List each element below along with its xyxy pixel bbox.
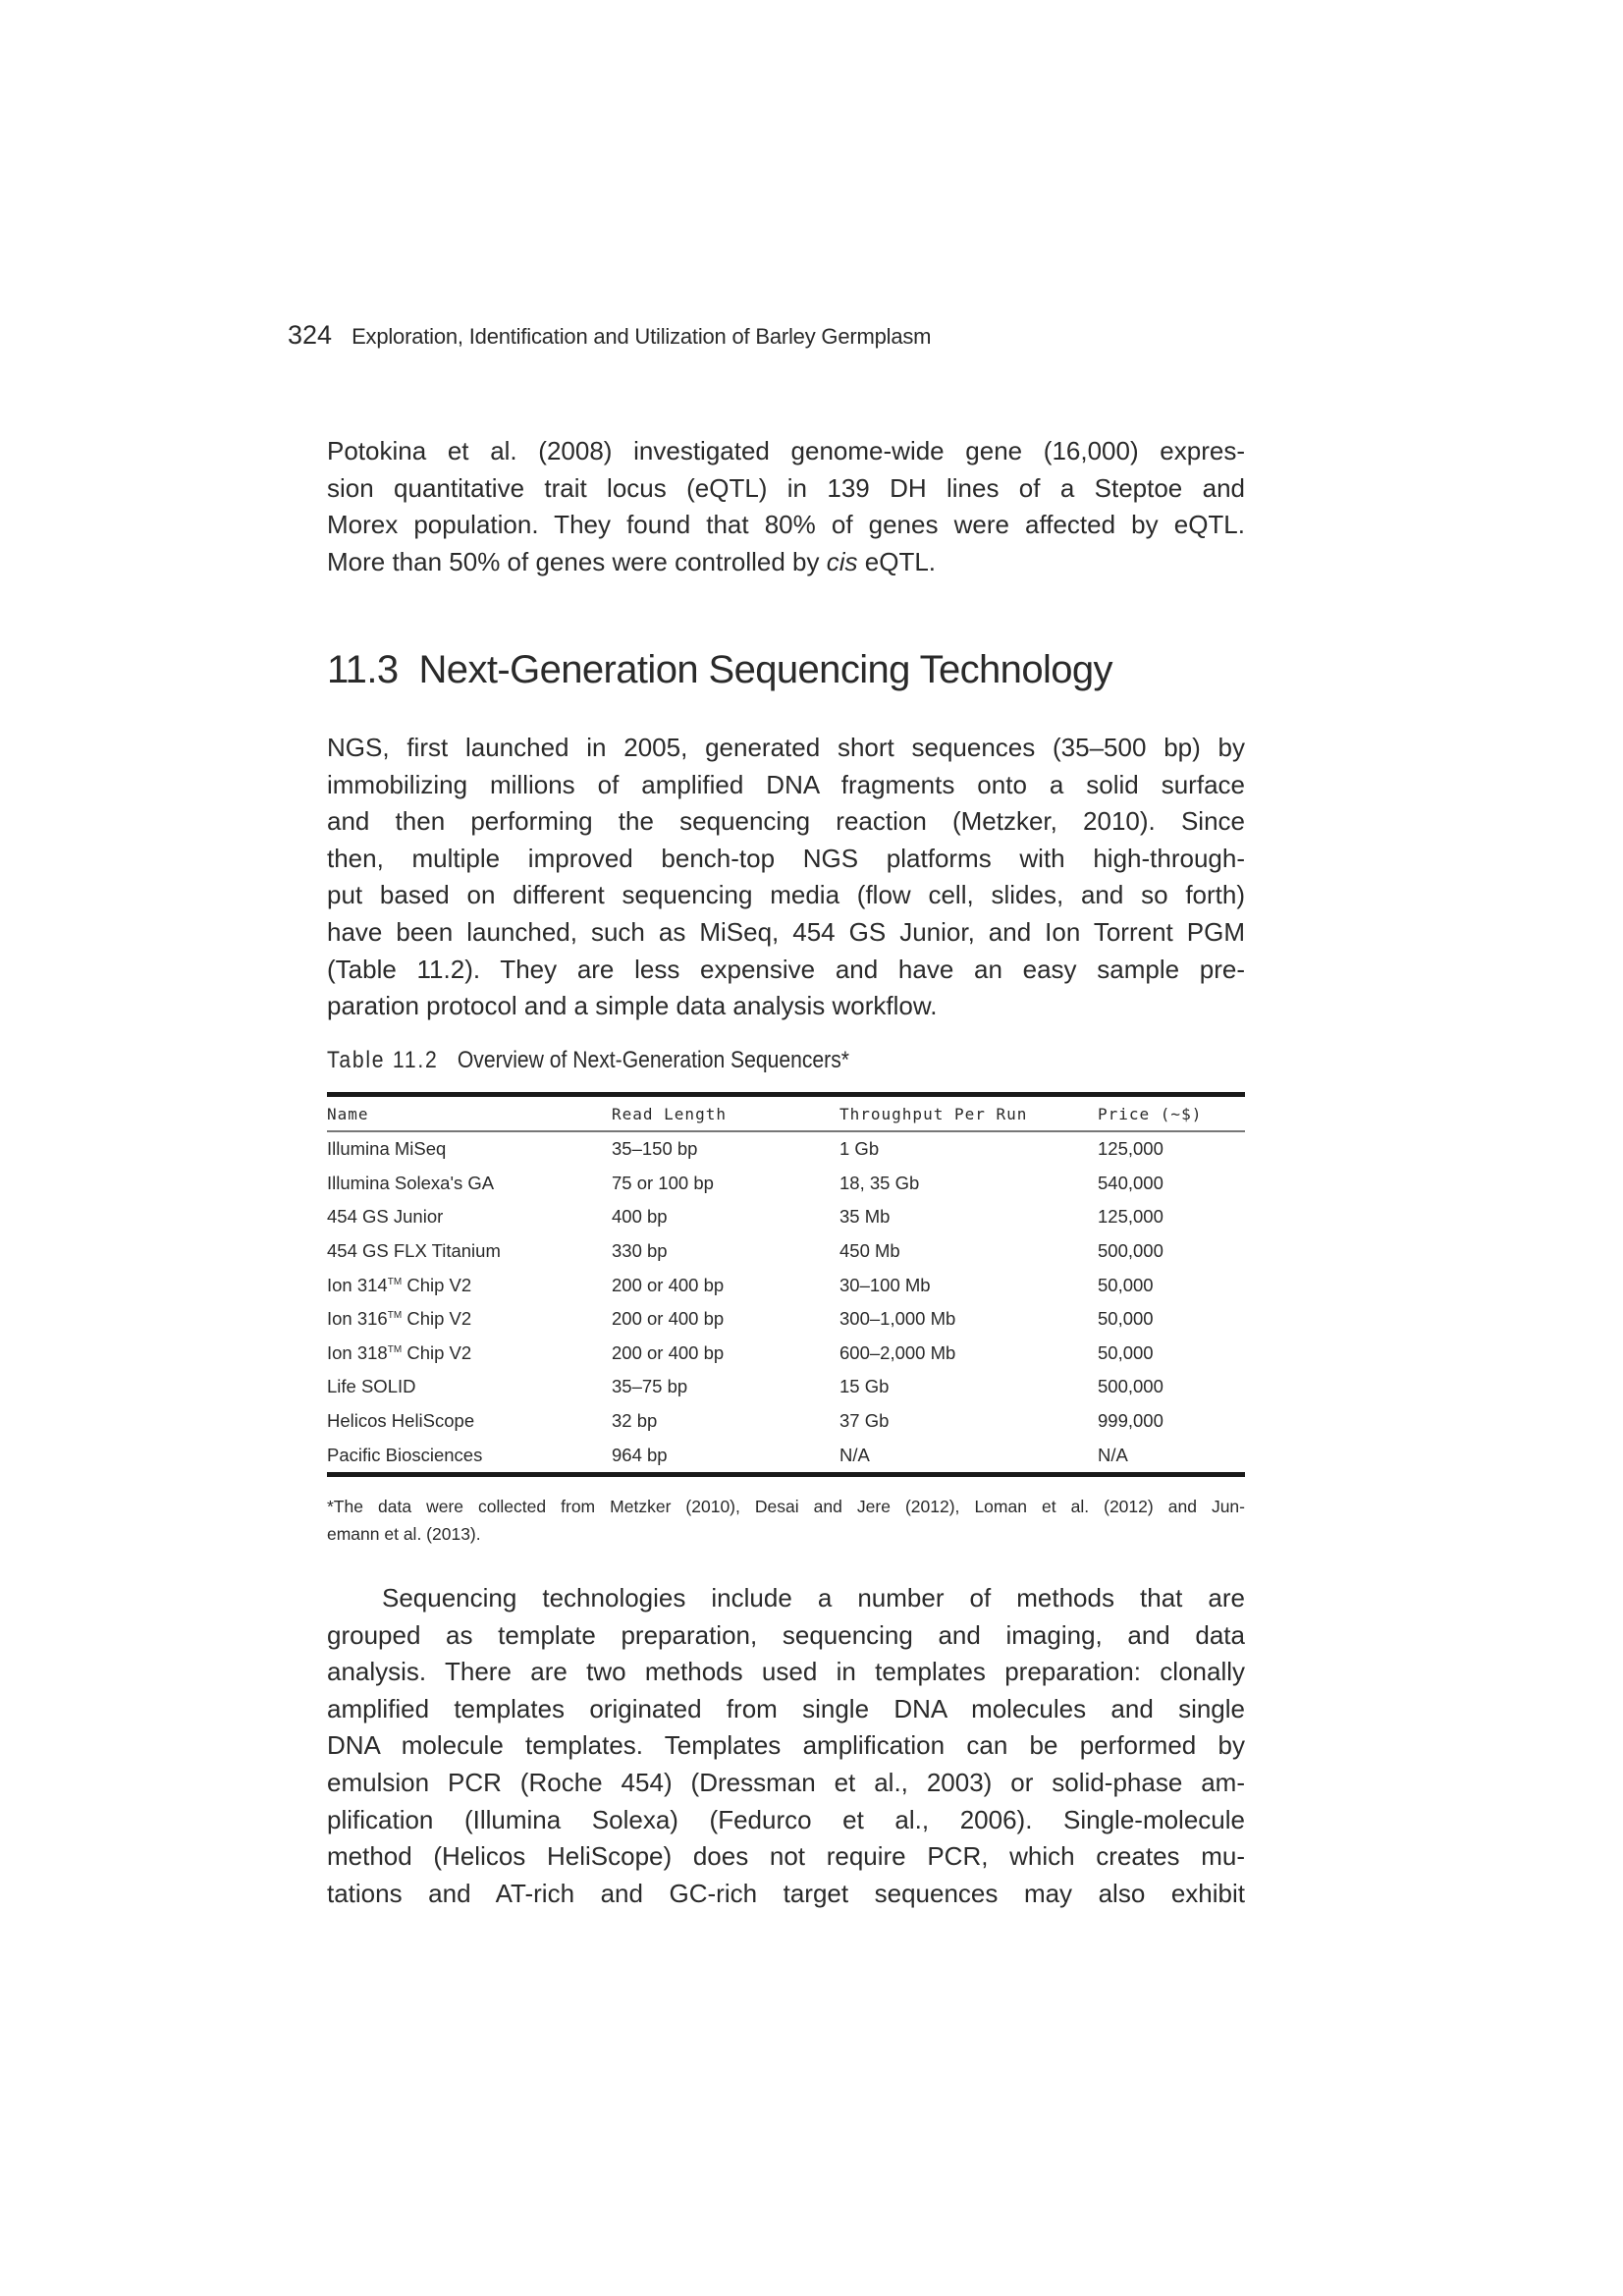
text-line: emulsion PCR (Roche 454) (Dressman et al., 2003) or solid-phase am-: [327, 1767, 1245, 1797]
italic-term: cis: [826, 546, 858, 576]
text-line: NGS, first launched in 2005, generated short sequences (35–500 bp) by: [327, 733, 1245, 762]
cell-read-length: 400 bp: [612, 1206, 668, 1228]
cell-read-length: 35–150 bp: [612, 1138, 698, 1160]
table-footnote: [327, 1493, 1245, 1548]
running-head: [288, 320, 931, 351]
cell-name: 454 GS Junior: [327, 1206, 444, 1228]
table-row: [327, 1438, 1245, 1474]
table-row: [327, 1268, 1245, 1302]
table-label: Table 11.2: [327, 1047, 439, 1073]
cell-name: Ion 316™ Chip V2: [327, 1308, 472, 1330]
table-row: [327, 1131, 1245, 1167]
footnote-line: *The data were collected from Metzker (2010), Desai and Jere (2012), Loman et al. (2012) and Jun-: [327, 1497, 1245, 1516]
text-line: analysis. There are two methods used in templates preparation: clonally: [327, 1657, 1245, 1687]
cell-throughput: 30–100 Mb: [839, 1274, 931, 1295]
table-row: [327, 1370, 1245, 1404]
cell-throughput: 37 Gb: [839, 1410, 890, 1432]
text-line: grouped as template preparation, sequencing and imaging, and data: [327, 1619, 1245, 1650]
section-heading: [327, 648, 1112, 692]
section-title: Next-Generation Sequencing Technology: [418, 648, 1112, 691]
cell-price: 50,000: [1098, 1308, 1154, 1330]
table-row: [327, 1167, 1245, 1201]
cell-price: 50,000: [1098, 1341, 1154, 1363]
text-line: then, multiple improved bench-top NGS platforms with high-through-: [327, 843, 1245, 873]
cell-read-length: 35–75 bp: [612, 1376, 688, 1397]
cell-throughput: 300–1,000 Mb: [839, 1308, 956, 1330]
cell-throughput: 450 Mb: [839, 1240, 900, 1262]
table-row: [327, 1200, 1245, 1234]
text-line: have been launched, such as MiSeq, 454 GS Junior, and Ion Torrent PGM: [327, 916, 1245, 947]
cell-read-length: 200 or 400 bp: [612, 1308, 725, 1330]
cell-name: Ion 314™ Chip V2: [327, 1274, 472, 1295]
cell-price: 50,000: [1098, 1274, 1154, 1295]
paragraph-potokina: [327, 433, 1245, 580]
page-number: 324: [288, 320, 333, 350]
text-line: Potokina et al. (2008) investigated genome-wide gene (16,000) expres-: [327, 436, 1245, 465]
table-row: [327, 1302, 1245, 1337]
cell-throughput: 600–2,000 Mb: [839, 1341, 956, 1363]
table-header-row: [327, 1095, 1245, 1132]
text-line: paration protocol and a simple data analysis workflow.: [327, 991, 938, 1021]
cell-name: Illumina Solexa's GA: [327, 1172, 495, 1193]
text-line: method (Helicos HeliScope) does not require PCR, which creates mu-: [327, 1841, 1245, 1872]
cell-name: 454 GS FLX Titanium: [327, 1240, 501, 1262]
column-header-name: Name: [327, 1104, 369, 1123]
text-line: [327, 544, 1245, 581]
cell-price: 500,000: [1098, 1240, 1163, 1262]
cell-name: Ion 318™ Chip V2: [327, 1341, 472, 1363]
table-row: [327, 1337, 1245, 1371]
section-number: 11.3: [327, 648, 399, 691]
cell-price: 999,000: [1098, 1410, 1163, 1432]
cell-price: N/A: [1098, 1444, 1128, 1465]
cell-throughput: 15 Gb: [839, 1376, 890, 1397]
text-line: Morex population. They found that 80% of genes were affected by eQTL.: [327, 510, 1245, 540]
column-header-price: Price (~$): [1098, 1104, 1203, 1123]
cell-throughput: 1 Gb: [839, 1138, 880, 1160]
cell-read-length: 200 or 400 bp: [612, 1341, 725, 1363]
trademark-mark: TM: [387, 1276, 403, 1287]
table-row: [327, 1404, 1245, 1439]
text-line: and then performing the sequencing reaction (Metzker, 2010). Since: [327, 806, 1245, 837]
text-line: put based on different sequencing media (flow cell, slides, and so forth): [327, 880, 1245, 910]
book-title: Exploration, Identification and Utilization of Barley Germplasm: [352, 324, 932, 349]
trademark-mark: TM: [387, 1310, 403, 1322]
text-line: Sequencing technologies include a number of methods that are: [382, 1583, 1245, 1613]
text-fragment: More than 50% of genes were controlled by: [327, 546, 827, 576]
text-fragment: eQTL.: [857, 546, 937, 576]
cell-price: 125,000: [1098, 1206, 1163, 1228]
cell-price: 540,000: [1098, 1172, 1163, 1193]
footnote-line: emann et al. (2013).: [327, 1524, 481, 1544]
cell-name: Helicos HeliScope: [327, 1410, 475, 1432]
cell-name: Life SOLID: [327, 1376, 416, 1397]
text-line: immobilizing millions of amplified DNA fragments onto a solid surface: [327, 769, 1245, 799]
trademark-mark: TM: [387, 1343, 403, 1355]
paragraph-sequencing-technologies: [327, 1580, 1245, 1912]
sequencer-table: [327, 1092, 1245, 1477]
column-header-throughput: Throughput Per Run: [839, 1104, 1028, 1123]
column-header-read-length: Read Length: [612, 1104, 727, 1123]
cell-name: Illumina MiSeq: [327, 1138, 447, 1160]
cell-read-length: 330 bp: [612, 1240, 668, 1262]
cell-name: Pacific Biosciences: [327, 1444, 483, 1465]
cell-throughput: 18, 35 Gb: [839, 1172, 920, 1193]
cell-throughput: 35 Mb: [839, 1206, 891, 1228]
text-line: amplified templates originated from single DNA molecules and single: [327, 1693, 1245, 1723]
text-line: plification (Illumina Solexa) (Fedurco et al., 2006). Single-molecule: [327, 1804, 1245, 1834]
cell-read-length: 32 bp: [612, 1410, 658, 1432]
text-line: DNA molecule templates. Templates amplification can be performed by: [327, 1730, 1245, 1761]
cell-throughput: N/A: [839, 1444, 870, 1465]
text-line: tations and AT-rich and GC-rich target sequences may also exhibit: [327, 1878, 1245, 1908]
cell-read-length: 75 or 100 bp: [612, 1172, 714, 1193]
cell-read-length: 200 or 400 bp: [612, 1274, 725, 1295]
cell-price: 500,000: [1098, 1376, 1163, 1397]
cell-price: 125,000: [1098, 1138, 1163, 1160]
table-row: [327, 1234, 1245, 1269]
cell-read-length: 964 bp: [612, 1444, 668, 1465]
table-caption: [327, 1047, 849, 1074]
table-title: Overview of Next-Generation Sequencers*: [457, 1047, 850, 1073]
paragraph-ngs: [327, 730, 1245, 1025]
text-line: (Table 11.2). They are less expensive and have an easy sample pre-: [327, 954, 1245, 984]
text-line: sion quantitative trait locus (eQTL) in 139 DH lines of a Steptoe and: [327, 472, 1245, 503]
